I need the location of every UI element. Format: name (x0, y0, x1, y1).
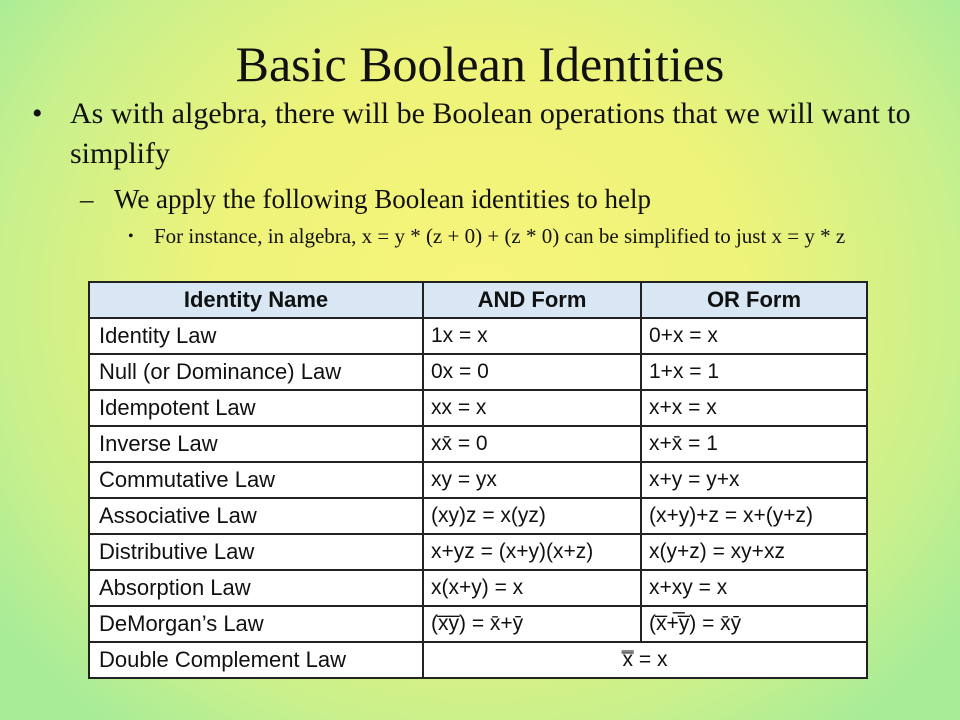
bullet-text: As with algebra, there will be Boolean operations that we will want to simplify (70, 97, 911, 170)
or-form-cell: x+x = x (641, 390, 867, 426)
or-form-cell: x(y+z) = xy+xz (641, 534, 867, 570)
boolean-identities-table (88, 281, 868, 679)
and-form-cell: 0x = 0 (423, 354, 641, 390)
and-form-cell: 1x = x (423, 318, 641, 354)
table-row (89, 606, 867, 642)
table-row (89, 570, 867, 606)
bullet-level-1 (32, 94, 912, 174)
or-form-cell: x+y = y+x (641, 462, 867, 498)
bullet-text: For instance, in algebra, x = y * (z + 0) + (z * 0) can be simplified to just x = y * z (154, 224, 846, 248)
table-row (89, 534, 867, 570)
identity-name-cell: Associative Law (89, 498, 423, 534)
merged-form-cell: x̿ = x (423, 642, 867, 678)
bullet-dash-icon: – (80, 184, 94, 214)
or-form-cell: 1+x = 1 (641, 354, 867, 390)
identity-name-cell: Commutative Law (89, 462, 423, 498)
table-row (89, 318, 867, 354)
and-form-cell: xx̄ = 0 (423, 426, 641, 462)
table-header-row (89, 282, 867, 318)
table-row (89, 354, 867, 390)
bullet-level-2 (80, 181, 900, 217)
identity-name-cell: Null (or Dominance) Law (89, 354, 423, 390)
header-identity-name: Identity Name (89, 282, 423, 318)
table-row (89, 462, 867, 498)
header-and-form: AND Form (423, 282, 641, 318)
and-form-cell: (xy)z = x(yz) (423, 498, 641, 534)
and-form-cell: xx = x (423, 390, 641, 426)
and-form-cell: x(x+y) = x (423, 570, 641, 606)
identity-name-cell: DeMorgan’s Law (89, 606, 423, 642)
and-form-cell: x+yz = (x+y)(x+z) (423, 534, 641, 570)
and-form-cell: (x̅y̅) = x̄+ȳ (423, 606, 641, 642)
table-row (89, 498, 867, 534)
or-form-cell: (x+y)+z = x+(y+z) (641, 498, 867, 534)
or-form-cell: (x̅+̅y̅) = x̄ȳ (641, 606, 867, 642)
bullet-dot-icon: • (32, 97, 43, 130)
bullet-dot-icon: • (128, 228, 134, 245)
bullet-text: We apply the following Boolean identities to help (114, 184, 651, 214)
table-row (89, 642, 867, 678)
identity-name-cell: Idempotent Law (89, 390, 423, 426)
or-form-cell: x+xy = x (641, 570, 867, 606)
and-form-cell: xy = yx (423, 462, 641, 498)
or-form-cell: 0+x = x (641, 318, 867, 354)
header-or-form: OR Form (641, 282, 867, 318)
table-row (89, 390, 867, 426)
identity-name-cell: Distributive Law (89, 534, 423, 570)
table-row (89, 426, 867, 462)
identity-name-cell: Identity Law (89, 318, 423, 354)
or-form-cell: x+x̄ = 1 (641, 426, 867, 462)
bullet-level-3 (128, 223, 908, 250)
identity-name-cell: Double Complement Law (89, 642, 423, 678)
identity-name-cell: Inverse Law (89, 426, 423, 462)
identity-name-cell: Absorption Law (89, 570, 423, 606)
slide-title: Basic Boolean Identities (235, 36, 725, 92)
